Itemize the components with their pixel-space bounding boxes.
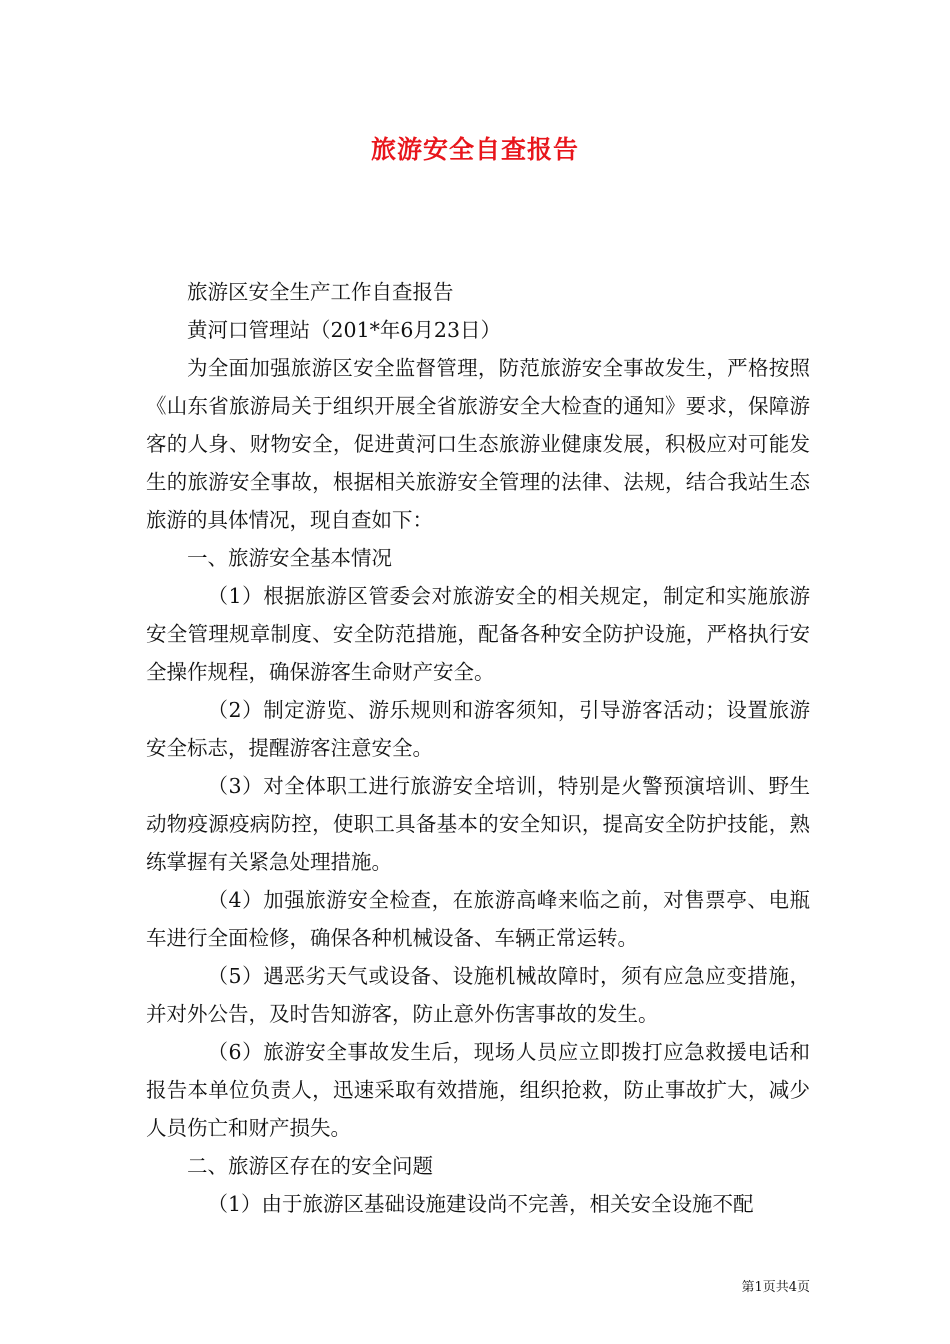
paragraph-item-1: （1）根据旅游区管委会对旅游安全的相关规定，制定和实施旅游安全管理规章制度、安全防范措施，配备各种安全防护设施，严格执行安全操作规程，确保游客生命财产安全。 — [146, 584, 810, 684]
paragraph-item-7: （1）由于旅游区基础设施建设尚不完善，相关安全设施不配 — [207, 1192, 754, 1216]
section-heading-2: 二、旅游区存在的安全问题 — [187, 1154, 433, 1178]
paragraph-item-2: （2）制定游览、游乐规则和游客须知，引导游客活动；设置旅游安全标志，提醒游客注意安全。 — [146, 698, 810, 760]
paragraph-item-5: （5）遇恶劣天气或设备、设施机械故障时，须有应急应变措施，并对外公告，及时告知游客，防止意外伤害事故的发生。 — [146, 964, 810, 1026]
paragraph-subtitle: 旅游区安全生产工作自查报告 — [187, 280, 454, 304]
paragraph-item-3: （3）对全体职工进行旅游安全培训，特别是火警预演培训、野生动物疫源疫病防控，使职工具备基本的安全知识，提高安全防护技能，熟练掌握有关紧急处理措施。 — [146, 774, 810, 874]
paragraph-author-date: 黄河口管理站（201*年6月23日） — [187, 318, 502, 342]
document-body — [146, 273, 810, 1223]
document-title: 旅游安全自查报告 — [370, 135, 579, 164]
paragraph-item-6: （6）旅游安全事故发生后，现场人员应立即拨打应急救援电话和报告本单位负责人，迅速采取有效措施，组织抢救，防止事故扩大，减少人员伤亡和财产损失。 — [146, 1040, 810, 1140]
paragraph-intro: 为全面加强旅游区安全监督管理，防范旅游安全事故发生，严格按照《山东省旅游局关于组织开展全省旅游安全大检查的通知》要求，保障游客的人身、财物安全，促进黄河口生态旅游业健康发展，积极应对可能发生的旅游安全事故，根据相关旅游安全管理的法律、法规，结合我站生态旅游的具体情况，现自查如下： — [146, 356, 810, 532]
paragraph-item-4: （4）加强旅游安全检查，在旅游高峰来临之前，对售票亭、电瓶车进行全面检修，确保各种机械设备、车辆正常运转。 — [146, 888, 810, 950]
section-heading-1: 一、旅游安全基本情况 — [187, 546, 392, 570]
page-number-footer: 第1页共4页 — [741, 1280, 810, 1295]
